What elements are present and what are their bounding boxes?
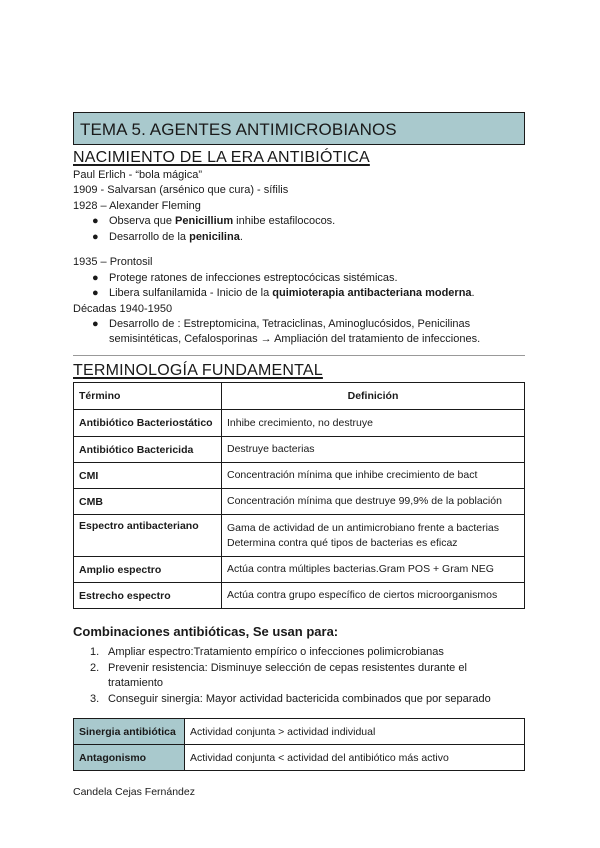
list-item: Conseguir sinergia: Mayor actividad bactericida combinados que por separado xyxy=(108,693,491,705)
definition-line: Determina contra qué tipos de bacterias es eficaz xyxy=(227,536,458,549)
column-header-term: Término xyxy=(74,383,222,410)
definition-line: Gama de actividad de un antimicrobiano frente a bacterias xyxy=(227,521,499,534)
bullet-text: Protege ratones de infecciones estreptocócicas sistémicas. xyxy=(109,272,398,284)
author-footer: Candela Cejas Fernández xyxy=(73,786,195,798)
key-cell: Sinergia antibiótica xyxy=(74,719,185,745)
definition-cell: Actúa contra múltiples bacterias.Gram POS + Gram NEG xyxy=(222,557,525,583)
synergy-table xyxy=(73,718,525,771)
term-cell: Antibiótico Bactericida xyxy=(74,437,222,463)
list-number: 3. xyxy=(90,693,100,705)
term-cell: Antibiótico Bacteriostático xyxy=(74,410,222,437)
terminology-table xyxy=(73,382,525,609)
definition-cell: Actúa contra grupo específico de ciertos microorganismos xyxy=(222,583,525,609)
definition-cell: Inhibe crecimiento, no destruye xyxy=(222,410,525,437)
table-row xyxy=(74,557,525,583)
list-item: Ampliar espectro:Tratamiento empírico o infecciones polimicrobianas xyxy=(108,646,444,658)
bullet-icon: ● xyxy=(92,287,99,299)
table-row xyxy=(74,489,525,515)
text-line: 1909 - Salvarsan (arsénico que cura) - sífilis xyxy=(73,184,289,196)
bullet-text: Desarrollo de la penicilina. xyxy=(109,231,243,243)
bullet-icon: ● xyxy=(92,231,99,243)
table-row xyxy=(74,437,525,463)
definition-cell: Destruye bacterias xyxy=(222,437,525,463)
column-header-definition: Definición xyxy=(222,383,525,410)
bullet-icon: ● xyxy=(92,318,99,330)
page-title: TEMA 5. AGENTES ANTIMICROBIANOS xyxy=(73,112,525,145)
key-cell: Antagonismo xyxy=(74,745,185,771)
section-heading-history: NACIMIENTO DE LA ERA ANTIBIÓTICA xyxy=(73,149,370,166)
bullet-text: Desarrollo de : Estreptomicina, Tetraciclinas, Aminoglucósidos, Penicilinas xyxy=(109,318,471,330)
bullet-text: Observa que Penicillium inhibe estafilococos. xyxy=(109,215,336,227)
value-cell: Actividad conjunta < actividad del antibiótico más activo xyxy=(185,745,525,771)
term-cell: Estrecho espectro xyxy=(74,583,222,609)
list-number: 2. xyxy=(90,662,100,674)
bullet-icon: ● xyxy=(92,272,99,284)
bullet-icon: ● xyxy=(92,215,99,227)
term-cell: Amplio espectro xyxy=(74,557,222,583)
term-cell: CMB xyxy=(74,489,222,515)
section-heading-terminology: TERMINOLOGÍA FUNDAMENTAL xyxy=(73,362,323,379)
bullet-text: Libera sulfanilamida - Inicio de la quimioterapia antibacteriana moderna. xyxy=(109,287,475,299)
table-row xyxy=(74,719,525,745)
table-header-row xyxy=(74,383,525,410)
text-line: 1928 – Alexander Fleming xyxy=(73,200,201,212)
table-row xyxy=(74,583,525,609)
list-item: Prevenir resistencia: Disminuye selección de cepas resistentes durante el xyxy=(108,662,467,674)
bullet-text: semisintéticas, Cefalosporinas → Ampliación del tratamiento de infecciones. xyxy=(109,333,481,345)
text-line: 1935 – Prontosil xyxy=(73,256,153,268)
table-row xyxy=(74,515,525,557)
definition-cell xyxy=(222,515,525,557)
divider xyxy=(73,355,525,356)
term-cell: CMI xyxy=(74,463,222,489)
text-line: Paul Erlich - “bola mágica” xyxy=(73,169,202,181)
text-line: Décadas 1940-1950 xyxy=(73,303,173,315)
value-cell: Actividad conjunta > actividad individual xyxy=(185,719,525,745)
table-row xyxy=(74,745,525,771)
section-heading-combinations: Combinaciones antibióticas, Se usan para: xyxy=(73,624,339,639)
term-cell: Espectro antibacteriano xyxy=(74,515,222,557)
definition-cell: Concentración mínima que destruye 99,9% de la población xyxy=(222,489,525,515)
table-row xyxy=(74,463,525,489)
definition-cell: Concentración mínima que inhibe crecimiento de bact xyxy=(222,463,525,489)
table-row xyxy=(74,410,525,437)
list-number: 1. xyxy=(90,646,100,658)
list-item-continuation: tratamiento xyxy=(108,677,164,689)
